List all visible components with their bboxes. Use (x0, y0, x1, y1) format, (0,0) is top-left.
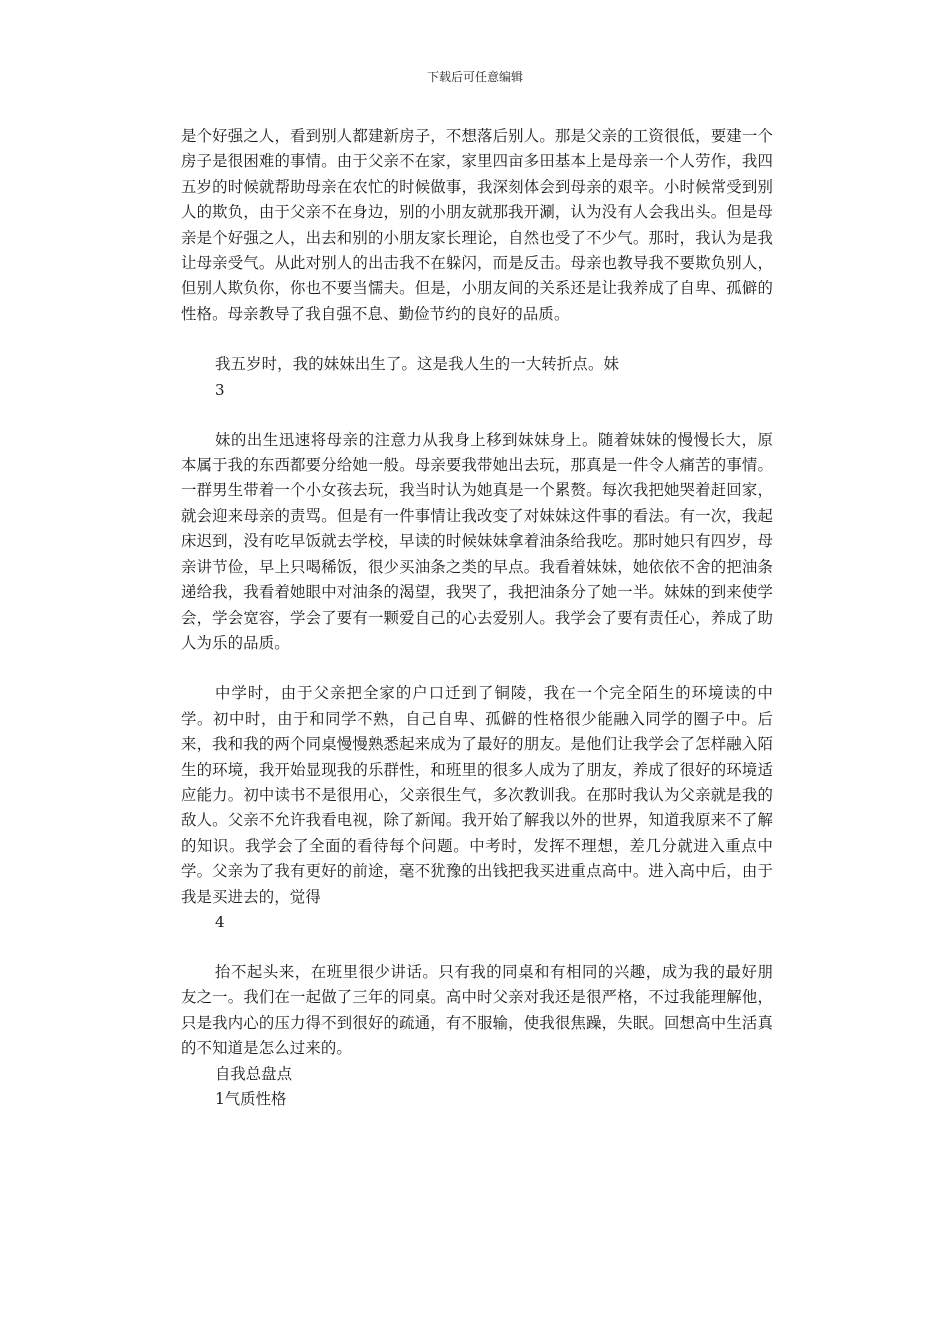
subsection-heading-temperament: 1气质性格 (215, 1090, 287, 1108)
page-number-4: 4 (215, 912, 225, 931)
paragraph-mother: 是个好强之人，看到别人都建新房子，不想落后别人。那是父亲的工资很低，要建一个房子是很困难的事情。由于父亲不在家，家里四亩多田基本上是母亲一个人劳作，我四五岁的时候就帮助母亲在农忙的时候做事，我深刻体会到母亲的艰辛。小时候常受到别人的欺负，由于父亲不在身边，别的小朋友就那我开涮，认为没有人会我出头。但是母亲是个好强之人，出去和别的小朋友家长理论，自然也受了不少气。那时，我认为是我让母亲受气。从此对别人的出击我不在躲闪，而是反击。母亲也教导我不要欺负别人，但别人欺负你，你也不要当懦夫。但是，小朋友间的关系还是让我养成了自卑、孤僻的性格。母亲教导了我自强不息、勤俭节约的良好的品质。 (181, 127, 773, 323)
page-header: 下载后可任意编辑 (426, 70, 523, 84)
paragraph-sister: 妹的出生迅速将母亲的注意力从我身上移到妹妹身上。随着妹妹的慢慢长大，原本属于我的东西都要分给她一般。母亲要我带她出去玩，那真是一件令人痛苦的事情。一群男生带着一个小女孩去玩，我当时认为她真是一个累赘。每次我把她哭着赶回家，就会迎来母亲的责骂。但是有一件事情让我改变了对妹妹这件事的看法。有一次，我起床迟到，没有吃早饭就去学校，早读的时候妹妹拿着油条给我吃。那时她只有四岁，母亲讲节俭，早上只喝稀饭，很少买油条之类的早点。我看着妹妹，她依依不舍的把油条递给我，我看着她眼中对油条的渴望，我哭了，我把油条分了她一半。妹妹的到来使学会，学会宽容，学会了要有一颗爱自己的心去爱别人。我学会了要有责任心，养成了助人为乐的品质。 (181, 430, 773, 652)
paragraph-middle-school: 中学时，由于父亲把全家的户口迁到了铜陵，我在一个完全陌生的环境读的中学。初中时，由于和同学不熟，自己自卑、孤僻的性格很少能融入同学的圈子中。后来，我和我的两个同桌慢慢熟悉起来成为了最好的朋友。是他们让我学会了怎样融入陌生的环境，我开始显现我的乐群性，和班里的很多人成为了朋友，养成了很好的环境适应能力。初中读书不是很用心，父亲很生气，多次教训我。在那时我认为父亲就是我的敌人。父亲不允许我看电视，除了新闻。我开始了解我以外的世界，知道我原来不了解的知识。我学会了全面的看待每个问题。中考时，发挥不理想，差几分就进入重点中学。父亲为了我有更好的前途，毫不犹豫的出钱把我买进重点高中。进入高中后，由于我是买进去的，觉得 (181, 684, 773, 906)
paragraph-sister-intro: 我五岁时，我的妹妹出生了。这是我人生的一大转折点。妹 (215, 355, 620, 374)
document-body (181, 124, 773, 1112)
paragraph-high-school: 抬不起头来，在班里很少讲话。只有我的同桌和有相同的兴趣，成为我的最好朋友之一。我们在一起做了三年的同桌。高中时父亲对我还是很严格，不过我能理解他，只是我内心的压力得不到很好的疏通，有不服输，使我很焦躁，失眠。回想高中生活真的不知道是怎么过来的。 (181, 962, 773, 1058)
section-heading-self-review: 自我总盘点 (215, 1064, 292, 1083)
page-number-3: 3 (215, 380, 225, 399)
